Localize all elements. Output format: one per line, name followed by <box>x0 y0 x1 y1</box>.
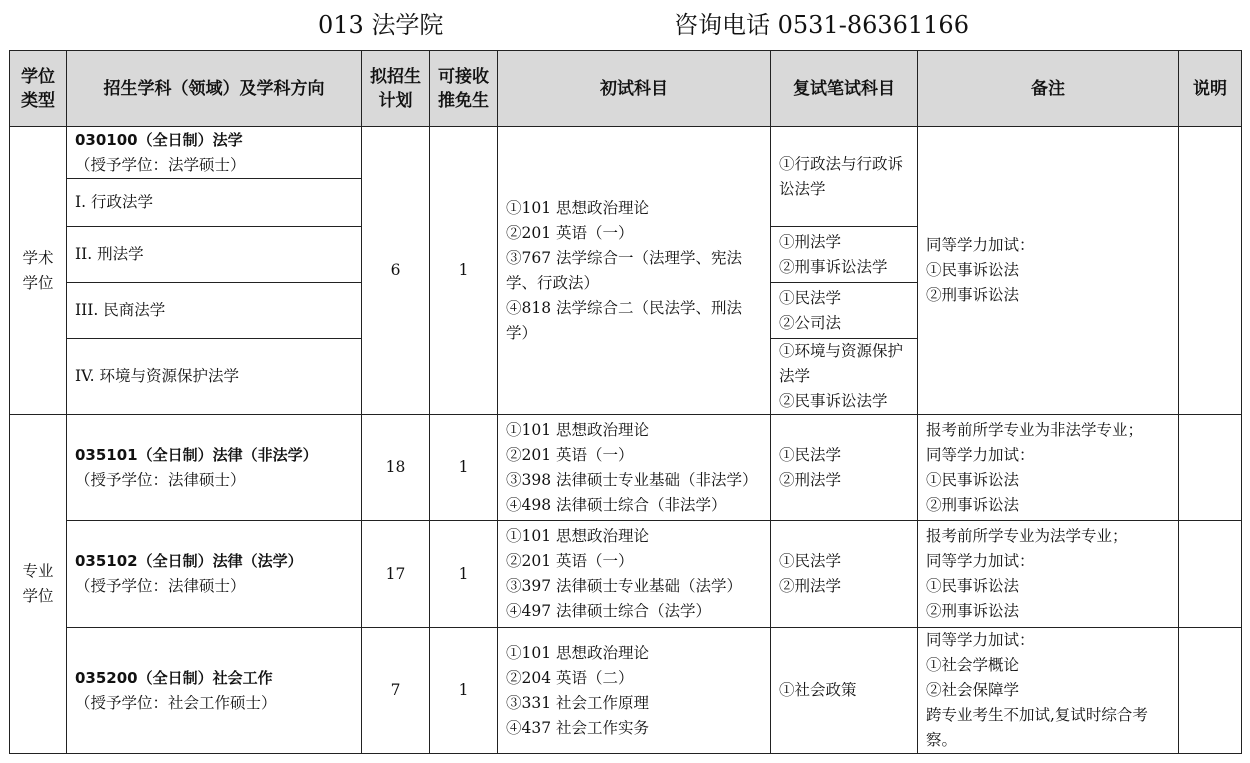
table-row <box>10 521 1242 628</box>
degree-awarded: （授予学位：法律硕士） <box>75 577 246 595</box>
retest-cell <box>771 283 918 339</box>
table-row <box>10 628 1242 754</box>
note-cell <box>1179 415 1242 521</box>
exam-subject: ②201 英语（一） <box>506 223 634 242</box>
retest-subject: ①社会政策 <box>779 681 857 699</box>
remark-line: ①民事诉讼法 <box>926 261 1020 279</box>
retest-subject: ①行政法与行政诉讼法学 <box>779 154 904 198</box>
direction-cell <box>67 283 362 339</box>
note-cell <box>1179 127 1242 415</box>
remark-cell <box>918 628 1179 754</box>
plan-count: 6 <box>362 127 430 415</box>
exam-subject: ②201 英语（一） <box>506 552 634 570</box>
exam-subject: ④498 法律硕士综合（非法学） <box>506 495 727 514</box>
initial-exam-cell <box>498 127 771 415</box>
remark-line: ②刑事诉讼法 <box>926 602 1020 620</box>
plan-count: 17 <box>362 521 430 628</box>
discipline-code: 035102（全日制）法律（法学） <box>75 552 303 570</box>
direction-label: IV. 环境与资源保护法学 <box>75 367 239 385</box>
discipline-code: 035200（全日制）社会工作 <box>75 668 273 687</box>
page-header <box>0 6 1250 44</box>
exam-subject: ③767 法学综合一（法理学、宪法学、行政法） <box>506 248 743 292</box>
exam-subject: ③397 法律硕士专业基础（法学） <box>506 577 743 595</box>
discipline-cell <box>67 628 362 754</box>
exam-subject: ③398 法律硕士专业基础（非法学） <box>506 470 758 489</box>
retest-cell <box>771 521 918 628</box>
consult-phone: 咨询电话 0531-86361166 <box>674 11 969 39</box>
exam-subject: ③331 社会工作原理 <box>506 693 650 712</box>
header-initial-exam: 初试科目 <box>498 51 771 127</box>
retest-cell <box>771 227 918 283</box>
header-retest: 复试笔试科目 <box>771 51 918 127</box>
remark-line: ②刑事诉讼法 <box>926 286 1020 304</box>
degree-awarded: （授予学位：社会工作硕士） <box>75 693 277 712</box>
remark-line: ②社会保障学 <box>926 681 1020 699</box>
college-title: 013 法学院 <box>318 11 444 39</box>
exam-subject: ④818 法学综合二（民法学、刑法学） <box>506 298 743 342</box>
degree-type-professional: 专业学位 <box>10 415 67 754</box>
direction-label: III. 民商法学 <box>75 301 166 319</box>
remark-cell <box>918 127 1179 415</box>
retest-subject: ①民法学 <box>779 445 842 464</box>
initial-exam-cell <box>498 415 771 521</box>
retest-subject: ②刑法学 <box>779 577 842 595</box>
table-row <box>10 415 1242 521</box>
remark-line: ②刑事诉讼法 <box>926 495 1020 514</box>
remark-line: 跨专业考生不加试,复试时综合考察。 <box>926 706 1148 749</box>
remark-line: 同等学力加试： <box>926 445 1035 464</box>
header-remark: 备注 <box>918 51 1179 127</box>
header-discipline: 招生学科（领域）及学科方向 <box>67 51 362 127</box>
remark-line: ①民事诉讼法 <box>926 577 1020 595</box>
remark-line: 报考前所学专业为法学专业； <box>926 527 1128 545</box>
exam-subject: ②201 英语（一） <box>506 445 634 464</box>
retest-cell <box>771 339 918 415</box>
discipline-code: 030100（全日制）法学 <box>75 130 243 149</box>
table-header-row <box>10 51 1242 127</box>
remark-line: 同等学力加试： <box>926 552 1035 570</box>
remark-line: 同等学力加试： <box>926 236 1035 254</box>
exam-subject: ②204 英语（二） <box>506 668 634 687</box>
admissions-table <box>9 50 1242 754</box>
retest-subject: ②刑事诉讼法学 <box>779 257 888 276</box>
retest-cell <box>771 628 918 754</box>
retest-subject: ①环境与资源保护法学 <box>779 342 904 385</box>
exam-subject: ①101 思想政治理论 <box>506 643 650 662</box>
exempt-count: 1 <box>430 628 498 754</box>
plan-count: 7 <box>362 628 430 754</box>
exam-subject: ④497 法律硕士综合（法学） <box>506 602 712 620</box>
discipline-cell <box>67 521 362 628</box>
initial-exam-cell <box>498 628 771 754</box>
plan-count: 18 <box>362 415 430 521</box>
direction-label: I. 行政法学 <box>75 193 153 211</box>
direction-cell <box>67 339 362 415</box>
direction-cell <box>67 227 362 283</box>
exam-subject: ①101 思想政治理论 <box>506 420 650 439</box>
remark-cell <box>918 521 1179 628</box>
retest-subject: ①刑法学 <box>779 232 842 251</box>
note-cell <box>1179 521 1242 628</box>
remark-line: ①民事诉讼法 <box>926 470 1020 489</box>
direction-cell <box>67 179 362 227</box>
retest-subject: ②刑法学 <box>779 470 842 489</box>
header-exempt: 可接收推免生 <box>430 51 498 127</box>
exempt-count: 1 <box>430 415 498 521</box>
discipline-code: 035101（全日制）法律（非法学） <box>75 445 318 464</box>
retest-cell <box>771 127 918 227</box>
retest-subject: ①民法学 <box>779 552 842 570</box>
remark-line: 报考前所学专业为非法学专业； <box>926 420 1144 439</box>
retest-subject: ①民法学 <box>779 288 842 307</box>
header-plan: 拟招生计划 <box>362 51 430 127</box>
header-degree-type: 学位类型 <box>10 51 67 127</box>
remark-cell <box>918 415 1179 521</box>
direction-label: II. 刑法学 <box>75 245 144 263</box>
header-note: 说明 <box>1179 51 1242 127</box>
degree-awarded: （授予学位：法律硕士） <box>75 470 246 489</box>
discipline-cell <box>67 127 362 179</box>
table-row <box>10 127 1242 179</box>
retest-subject: ②民事诉讼法学 <box>779 392 888 410</box>
retest-subject: ②公司法 <box>779 313 842 332</box>
remark-line: 同等学力加试： <box>926 631 1035 649</box>
degree-type-academic: 学术学位 <box>10 127 67 415</box>
exam-subject: ①101 思想政治理论 <box>506 527 650 545</box>
initial-exam-cell <box>498 521 771 628</box>
remark-line: ①社会学概论 <box>926 656 1020 674</box>
retest-cell <box>771 415 918 521</box>
exempt-count: 1 <box>430 521 498 628</box>
note-cell <box>1179 628 1242 754</box>
exempt-count: 1 <box>430 127 498 415</box>
exam-subject: ①101 思想政治理论 <box>506 198 650 217</box>
discipline-cell <box>67 415 362 521</box>
degree-awarded: （授予学位：法学硕士） <box>75 155 246 174</box>
exam-subject: ④437 社会工作实务 <box>506 718 650 737</box>
